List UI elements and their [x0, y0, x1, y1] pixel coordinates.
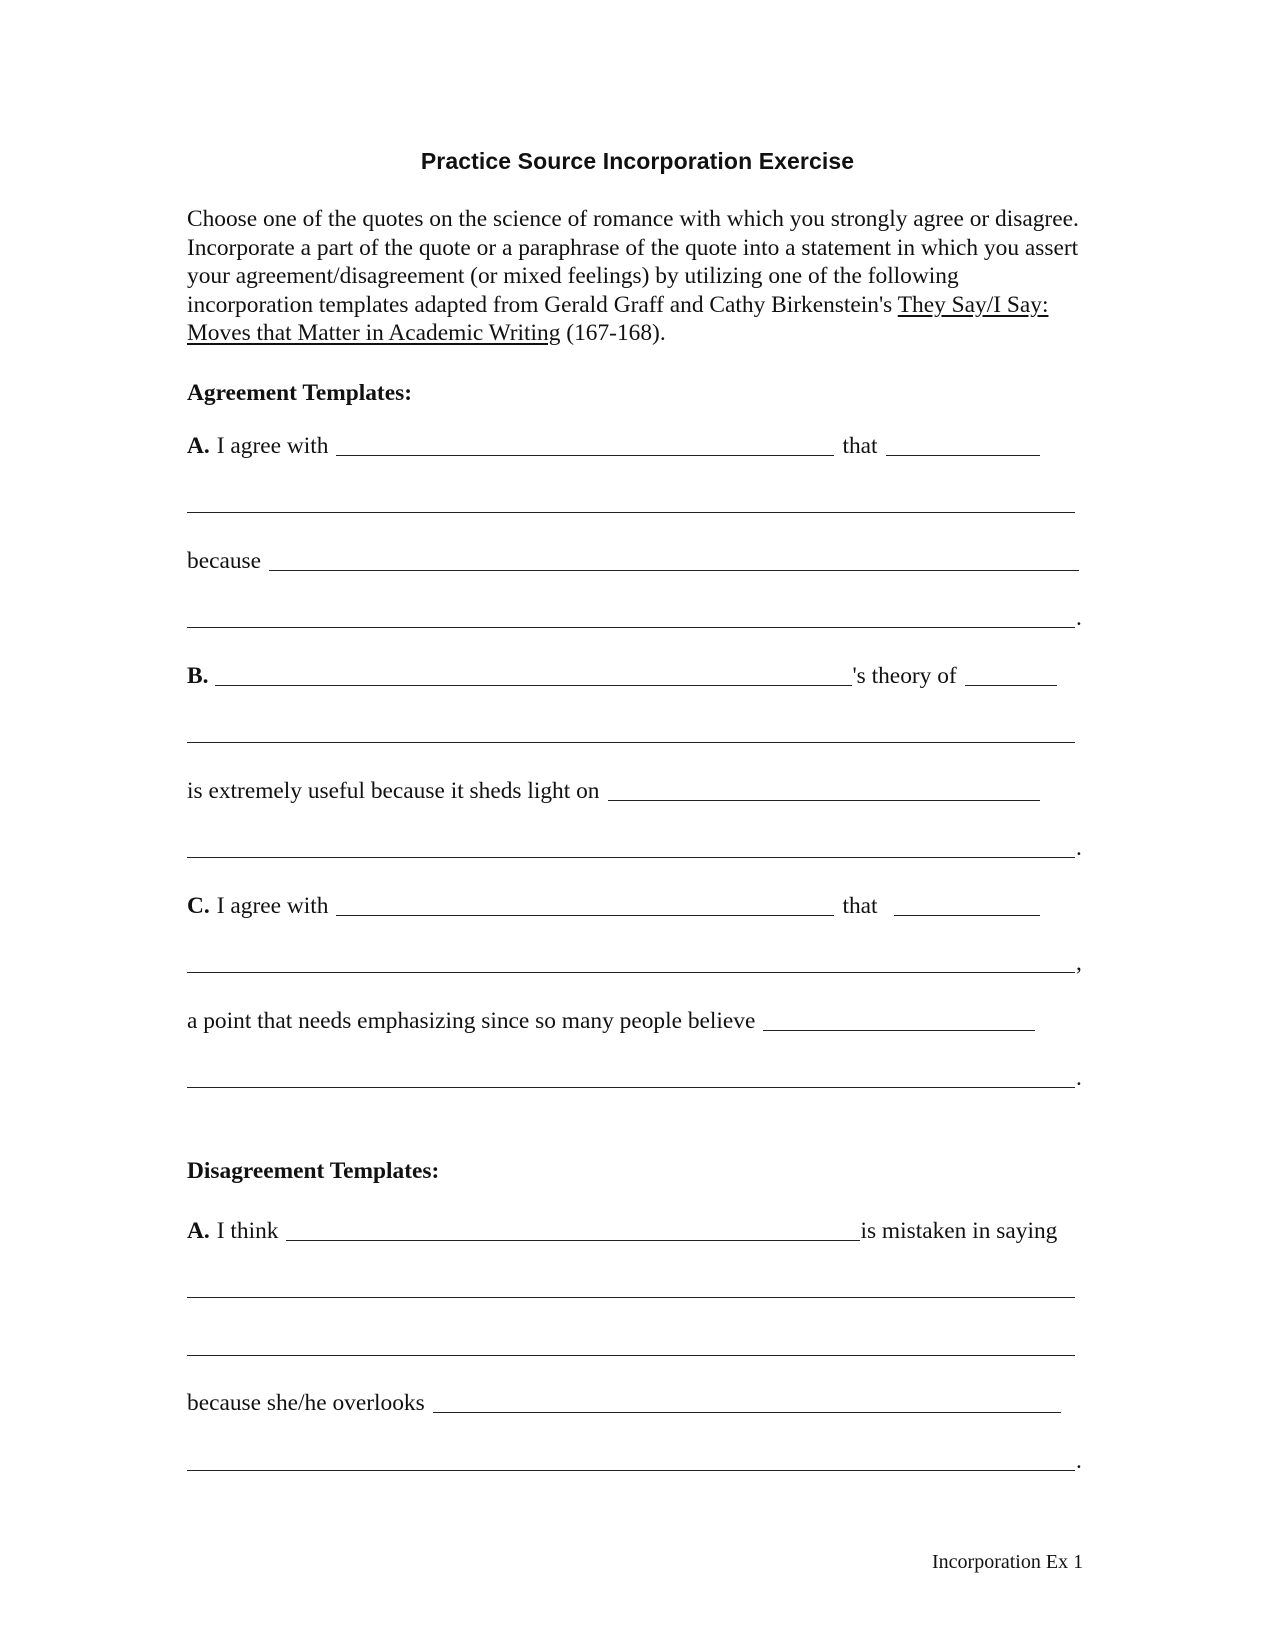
- agreement-c-line-3: [187, 1005, 1087, 1035]
- template-text: a point that needs emphasizing since so many people believe: [187, 1008, 756, 1034]
- fill-in-blank[interactable]: [187, 1469, 1075, 1471]
- instructions-text: Choose one of the quotes on the science of romance with which you strongly agree or disagree. Incorporate a part of the quote or a paraphrase of the quote into a statement in which you assert your agreement/disagreement (or mixed feelings) by utilizing one of the following incorporation templates adapted from Gerald Graff and Cathy Birkenstein's: [187, 206, 1079, 318]
- fill-in-blank[interactable]: [187, 1086, 1075, 1088]
- instructions-paragraph: [187, 205, 1087, 348]
- template-text: because: [187, 548, 262, 574]
- template-text: that: [842, 433, 878, 459]
- fill-in-blank[interactable]: [336, 914, 834, 916]
- disagreement-a-line-2: [187, 1272, 1087, 1302]
- agreement-c-line-4: [187, 1062, 1087, 1092]
- fill-in-blank[interactable]: [433, 1411, 1061, 1413]
- agreement-a-line-4: [187, 602, 1087, 632]
- agreement-c-line-2: [187, 947, 1087, 977]
- agreement-b-line-4: [187, 832, 1087, 862]
- page-citation: (167-168).: [560, 320, 666, 347]
- fill-in-blank[interactable]: [215, 684, 852, 686]
- fill-in-blank[interactable]: [187, 511, 1075, 513]
- disagreement-a-line-4: [187, 1387, 1087, 1417]
- template-text: that: [842, 893, 878, 919]
- template-label: A.: [187, 1218, 210, 1244]
- agreement-a-line-1: [187, 430, 1087, 460]
- fill-in-blank[interactable]: [187, 856, 1075, 858]
- fill-in-blank[interactable]: [886, 454, 1040, 456]
- fill-in-blank[interactable]: [187, 741, 1075, 743]
- agreement-a-line-3: [187, 545, 1087, 575]
- fill-in-blank[interactable]: [286, 1239, 860, 1241]
- template-text: 's theory of: [852, 663, 957, 689]
- agreement-a-line-2: [187, 487, 1087, 517]
- book-title: They Say/I Say: Moves that Matter in Academic Writing: [187, 291, 1049, 347]
- punctuation: .: [1076, 1448, 1082, 1474]
- fill-in-blank[interactable]: [187, 971, 1075, 973]
- page-title: Practice Source Incorporation Exercise: [420, 148, 855, 174]
- agreement-b-line-2: [187, 717, 1087, 747]
- template-text: because she/he overlooks: [187, 1390, 425, 1416]
- disagreement-heading: Disagreement Templates:: [187, 1158, 440, 1184]
- agreement-heading: Agreement Templates:: [187, 380, 412, 406]
- disagreement-a-line-1: [187, 1215, 1087, 1245]
- disagreement-a-line-3: [187, 1330, 1087, 1360]
- template-text: I agree with: [216, 893, 329, 919]
- agreement-c-line-1: [187, 890, 1087, 920]
- fill-in-blank[interactable]: [965, 684, 1057, 686]
- punctuation: .: [1076, 605, 1082, 631]
- template-label: B.: [187, 663, 209, 689]
- fill-in-blank[interactable]: [187, 626, 1075, 628]
- fill-in-blank[interactable]: [894, 914, 1040, 916]
- page-footer: Incorporation Ex 1: [932, 1551, 1084, 1573]
- disagreement-a-line-5: [187, 1445, 1087, 1475]
- fill-in-blank[interactable]: [187, 1296, 1075, 1298]
- fill-in-blank[interactable]: [187, 1354, 1075, 1356]
- template-text: is extremely useful because it sheds light on: [187, 778, 600, 804]
- template-text: I think: [216, 1218, 279, 1244]
- template-label: C.: [187, 893, 210, 919]
- punctuation: ,: [1076, 950, 1082, 976]
- template-label: A.: [187, 433, 210, 459]
- fill-in-blank[interactable]: [608, 799, 1040, 801]
- template-text: is mistaken in saying: [860, 1218, 1058, 1244]
- fill-in-blank[interactable]: [336, 454, 834, 456]
- agreement-b-line-3: [187, 775, 1087, 805]
- punctuation: .: [1076, 835, 1082, 861]
- punctuation: .: [1076, 1065, 1082, 1091]
- fill-in-blank[interactable]: [269, 569, 1079, 571]
- agreement-b-line-1: [187, 660, 1087, 690]
- fill-in-blank[interactable]: [763, 1029, 1035, 1031]
- template-text: I agree with: [216, 433, 329, 459]
